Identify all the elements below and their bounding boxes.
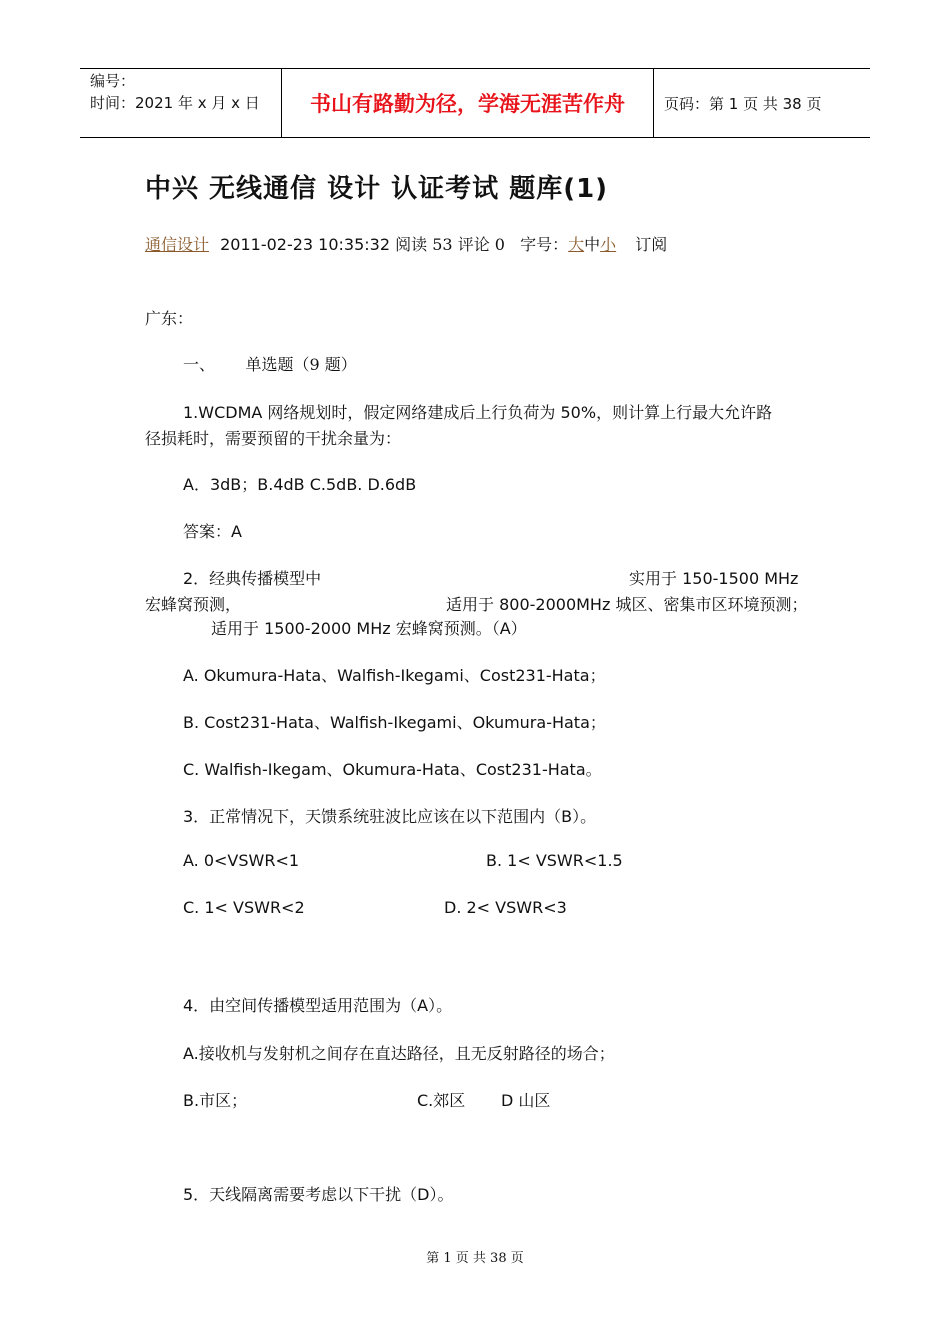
- number-label: 编号：: [90, 72, 136, 90]
- read-count: 阅读 53: [395, 235, 453, 254]
- comment-count: 评论 0: [457, 235, 505, 254]
- time-label: 时间：2021 年 x 月 x 日: [90, 94, 260, 112]
- q2-option-b: B. Cost231-Hata、Walfish-Ikegami、Okumura-Hata；: [183, 713, 606, 732]
- category-link[interactable]: 通信设计: [145, 235, 210, 254]
- q3-option-d: D. 2< VSWR<3: [444, 898, 567, 917]
- q2-line3: 适用于 1500-2000 MHz 宏蜂窝预测。（A）: [211, 619, 527, 638]
- q3-option-b: B. 1< VSWR<1.5: [486, 851, 623, 870]
- header-left-cell: [80, 69, 281, 137]
- section-heading: 一、 单选题（9 题）: [183, 355, 357, 374]
- article-title: 中兴 无线通信 设计 认证考试 题库(1): [145, 174, 609, 204]
- font-medium-label: 中: [584, 235, 601, 254]
- motto-text: 书山有路勤为径，学海无涯苦作舟: [310, 91, 625, 116]
- q2-line2-end: 适用于 800-2000MHz 城区、密集市区环境预测；: [446, 595, 808, 614]
- q2-option-c: C. Walfish-Ikegam、Okumura-Hata、Cost231-Hata。: [183, 760, 602, 779]
- q2-line1-end: 实用于 150-1500 MHz: [629, 569, 799, 588]
- q4-text: 4．由空间传播模型适用范围为（A）。: [183, 996, 453, 1015]
- page-label: 页码：第 1 页 共 38 页: [664, 94, 822, 113]
- q2-line2-start: 宏蜂窝预测，: [145, 595, 242, 614]
- article-meta: [145, 232, 667, 255]
- header-motto-cell: [281, 69, 654, 137]
- q4-option-b: B.市区；: [183, 1091, 248, 1110]
- q1-answer: 答案：A: [183, 522, 242, 541]
- q4-option-c: C.郊区: [417, 1091, 466, 1110]
- font-small-link[interactable]: 小: [600, 235, 617, 254]
- q2-line1-start: 2．经典传播模型中: [183, 569, 322, 588]
- q2-option-a: A. Okumura-Hata、Walfish-Ikegami、Cost231-Hata；: [183, 666, 606, 685]
- q4-option-d: D 山区: [501, 1091, 551, 1110]
- header-table: [80, 68, 870, 138]
- q1-line1: 1.WCDMA 网络规划时，假定网络建成后上行负荷为 50%，则计算上行最大允许路: [183, 403, 773, 422]
- q3-option-c: C. 1< VSWR<2: [183, 898, 305, 917]
- region-label: 广东：: [145, 309, 194, 328]
- q4-option-a: A.接收机与发射机之间存在直达路径，且无反射路径的场合；: [183, 1044, 615, 1063]
- q1-line2: 径损耗时，需要预留的干扰余量为：: [145, 429, 402, 448]
- font-size-label: 字号：: [520, 235, 569, 254]
- q3-option-a: A. 0<VSWR<1: [183, 851, 300, 870]
- q1-options: A．3dB；B.4dB C.5dB. D.6dB: [183, 475, 417, 494]
- q3-text: 3．正常情况下，天馈系统驻波比应该在以下范围内（B）。: [183, 807, 597, 826]
- subscribe-link[interactable]: 订阅: [635, 235, 668, 254]
- article-datetime: 2011-02-23 10:35:32: [220, 235, 391, 254]
- header-page-cell: [654, 69, 870, 137]
- page-footer: 第 1 页 共 38 页: [426, 1251, 524, 1266]
- font-large-link[interactable]: 大: [568, 235, 585, 254]
- q5-text: 5．天线隔离需要考虑以下干扰（D）。: [183, 1185, 454, 1204]
